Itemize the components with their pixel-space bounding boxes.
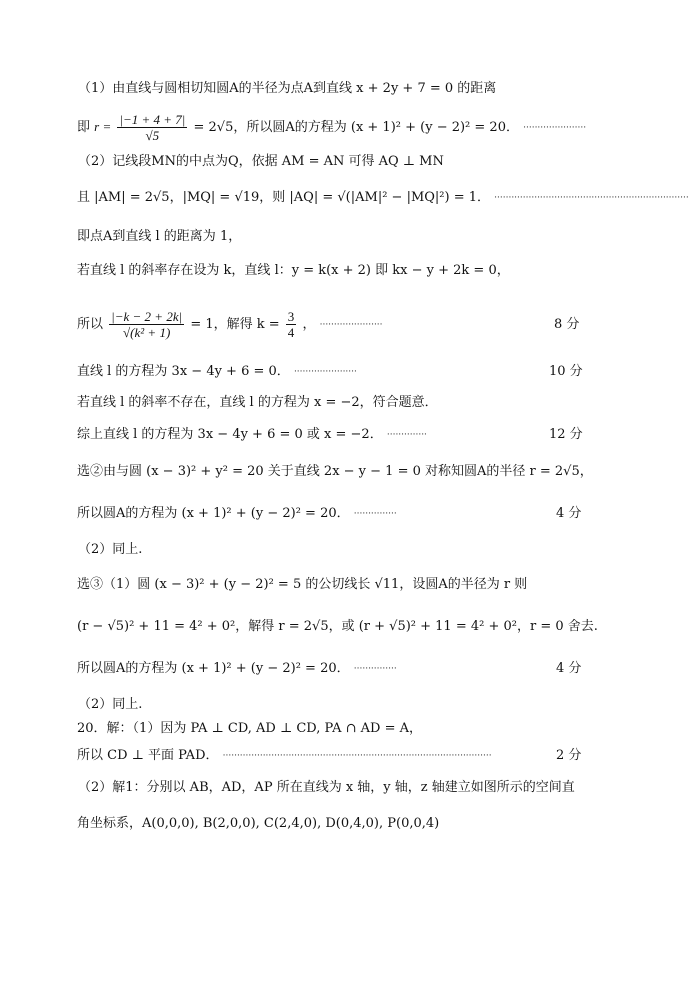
text: （2）解1：分别以 AB，AD，AP 所在直线为 x 轴，y 轴，z 轴建立如图所示的空间直 xyxy=(78,780,575,795)
text: 综上直线 l 的方程为 3x − 4y + 6 = 0 或 x = −2． xyxy=(77,427,383,442)
score-label: 4 分 xyxy=(556,661,582,676)
fraction xyxy=(117,112,187,143)
line-10 xyxy=(77,426,427,444)
text: 角坐标系，A(0,0,0), B(2,0,0), C(2,4,0), D(0,4,0), P(0,0,4) xyxy=(77,816,440,831)
text: （2）同上. xyxy=(78,542,143,557)
line-16 xyxy=(77,660,397,678)
fraction xyxy=(286,309,297,340)
line-8 xyxy=(77,363,357,381)
text: 选②由与圆 (x − 3)² + y² = 20 关于直线 2x − y − 1 = 0 对称知圆A的半径 r = 2√5， xyxy=(77,464,593,479)
line-1 xyxy=(78,80,496,98)
fraction xyxy=(109,309,184,340)
leader-dots: ···································································· xyxy=(494,193,689,203)
numerator: |−k − 2 + 2k| xyxy=(111,309,183,324)
text: 若直线 l 的斜率不存在，直线 l 的方程为 x = −2，符合题意． xyxy=(77,395,438,410)
line-12 xyxy=(77,505,397,523)
line-17 xyxy=(78,696,142,714)
line-19 xyxy=(77,747,492,765)
denominator: √(k² + 1) xyxy=(123,325,171,340)
text: 所以圆A的方程为 (x + 1)² + (y − 2)² = 20． xyxy=(77,506,350,521)
line-3 xyxy=(78,153,444,171)
text: (r − √5)² + 11 = 4² + 0²，解得 r = 2√5，或 (r + √5)² + 11 = 4² + 0²，r = 0 舍去. xyxy=(77,619,598,634)
score-label: 12 分 xyxy=(549,427,583,442)
text: （2）同上. xyxy=(78,697,143,712)
text: （1）由直线与圆相切知圆A的半径为点A到直线 x + 2y + 7 = 0 的距离 xyxy=(78,81,497,96)
numerator: |−1 + 4 + 7| xyxy=(119,112,186,127)
text: 若直线 l 的斜率存在设为 k，直线 l：y = k(x + 2) 即 kx − y + 2k = 0， xyxy=(77,263,510,278)
leader-dots: ··············· xyxy=(353,509,397,519)
line-14 xyxy=(77,576,527,594)
leader-dots: ······················ xyxy=(319,320,383,330)
text: 且 |AM| = 2√5，|MQ| = √19，则 |AQ| = √(|AM|² − |MQ|²) = 1． xyxy=(77,190,491,205)
line-18 xyxy=(77,720,422,738)
text: 所以 xyxy=(77,317,104,332)
text: 直线 l 的方程为 3x − 4y + 6 = 0． xyxy=(77,364,290,379)
denominator: √5 xyxy=(145,128,160,143)
text: 即点A到直线 l 的距离为 1， xyxy=(77,229,242,244)
denominator: 4 xyxy=(287,325,295,340)
score-label: 10 分 xyxy=(549,364,583,379)
leader-dots: ······························································································ xyxy=(222,751,492,761)
text: = 1，解得 k = xyxy=(190,317,280,332)
leader-dots: ··············· xyxy=(353,664,397,674)
math: r = xyxy=(94,119,112,134)
text: ， xyxy=(302,317,316,332)
numerator: 3 xyxy=(287,309,295,324)
text: 即 xyxy=(77,120,91,135)
line-6 xyxy=(77,262,510,280)
text: 20．解：（1）因为 PA ⊥ CD, AD ⊥ CD, PA ∩ AD = A， xyxy=(77,721,422,736)
text: 所以 CD ⊥ 平面 PAD． xyxy=(77,748,219,763)
text: = 2√5，所以圆A的方程为 (x + 1)² + (y − 2)² = 20． xyxy=(193,120,519,135)
leader-dots: ·············· xyxy=(386,430,427,440)
leader-dots: ······················ xyxy=(293,367,357,377)
line-9 xyxy=(77,394,438,412)
line-21 xyxy=(77,815,439,833)
line-5 xyxy=(77,228,241,246)
line-15 xyxy=(77,618,598,636)
line-13 xyxy=(78,541,142,559)
line-2 xyxy=(77,110,586,144)
line-4 xyxy=(77,189,689,207)
line-11 xyxy=(77,463,593,481)
text: （2）记线段MN的中点为Q，依据 AM = AN 可得 AQ ⊥ MN xyxy=(78,154,444,169)
score-label: 2 分 xyxy=(556,748,582,763)
line-20 xyxy=(78,779,575,797)
score-label: 4 分 xyxy=(556,506,582,521)
text: 选③（1）圆 (x − 3)² + (y − 2)² = 5 的公切线长 √11，设圆A的半径为 r 则 xyxy=(77,577,528,592)
leader-dots: ······················ xyxy=(523,123,587,133)
text: 所以圆A的方程为 (x + 1)² + (y − 2)² = 20． xyxy=(77,661,350,676)
score-label: 8 分 xyxy=(554,317,580,332)
line-7 xyxy=(77,305,383,345)
